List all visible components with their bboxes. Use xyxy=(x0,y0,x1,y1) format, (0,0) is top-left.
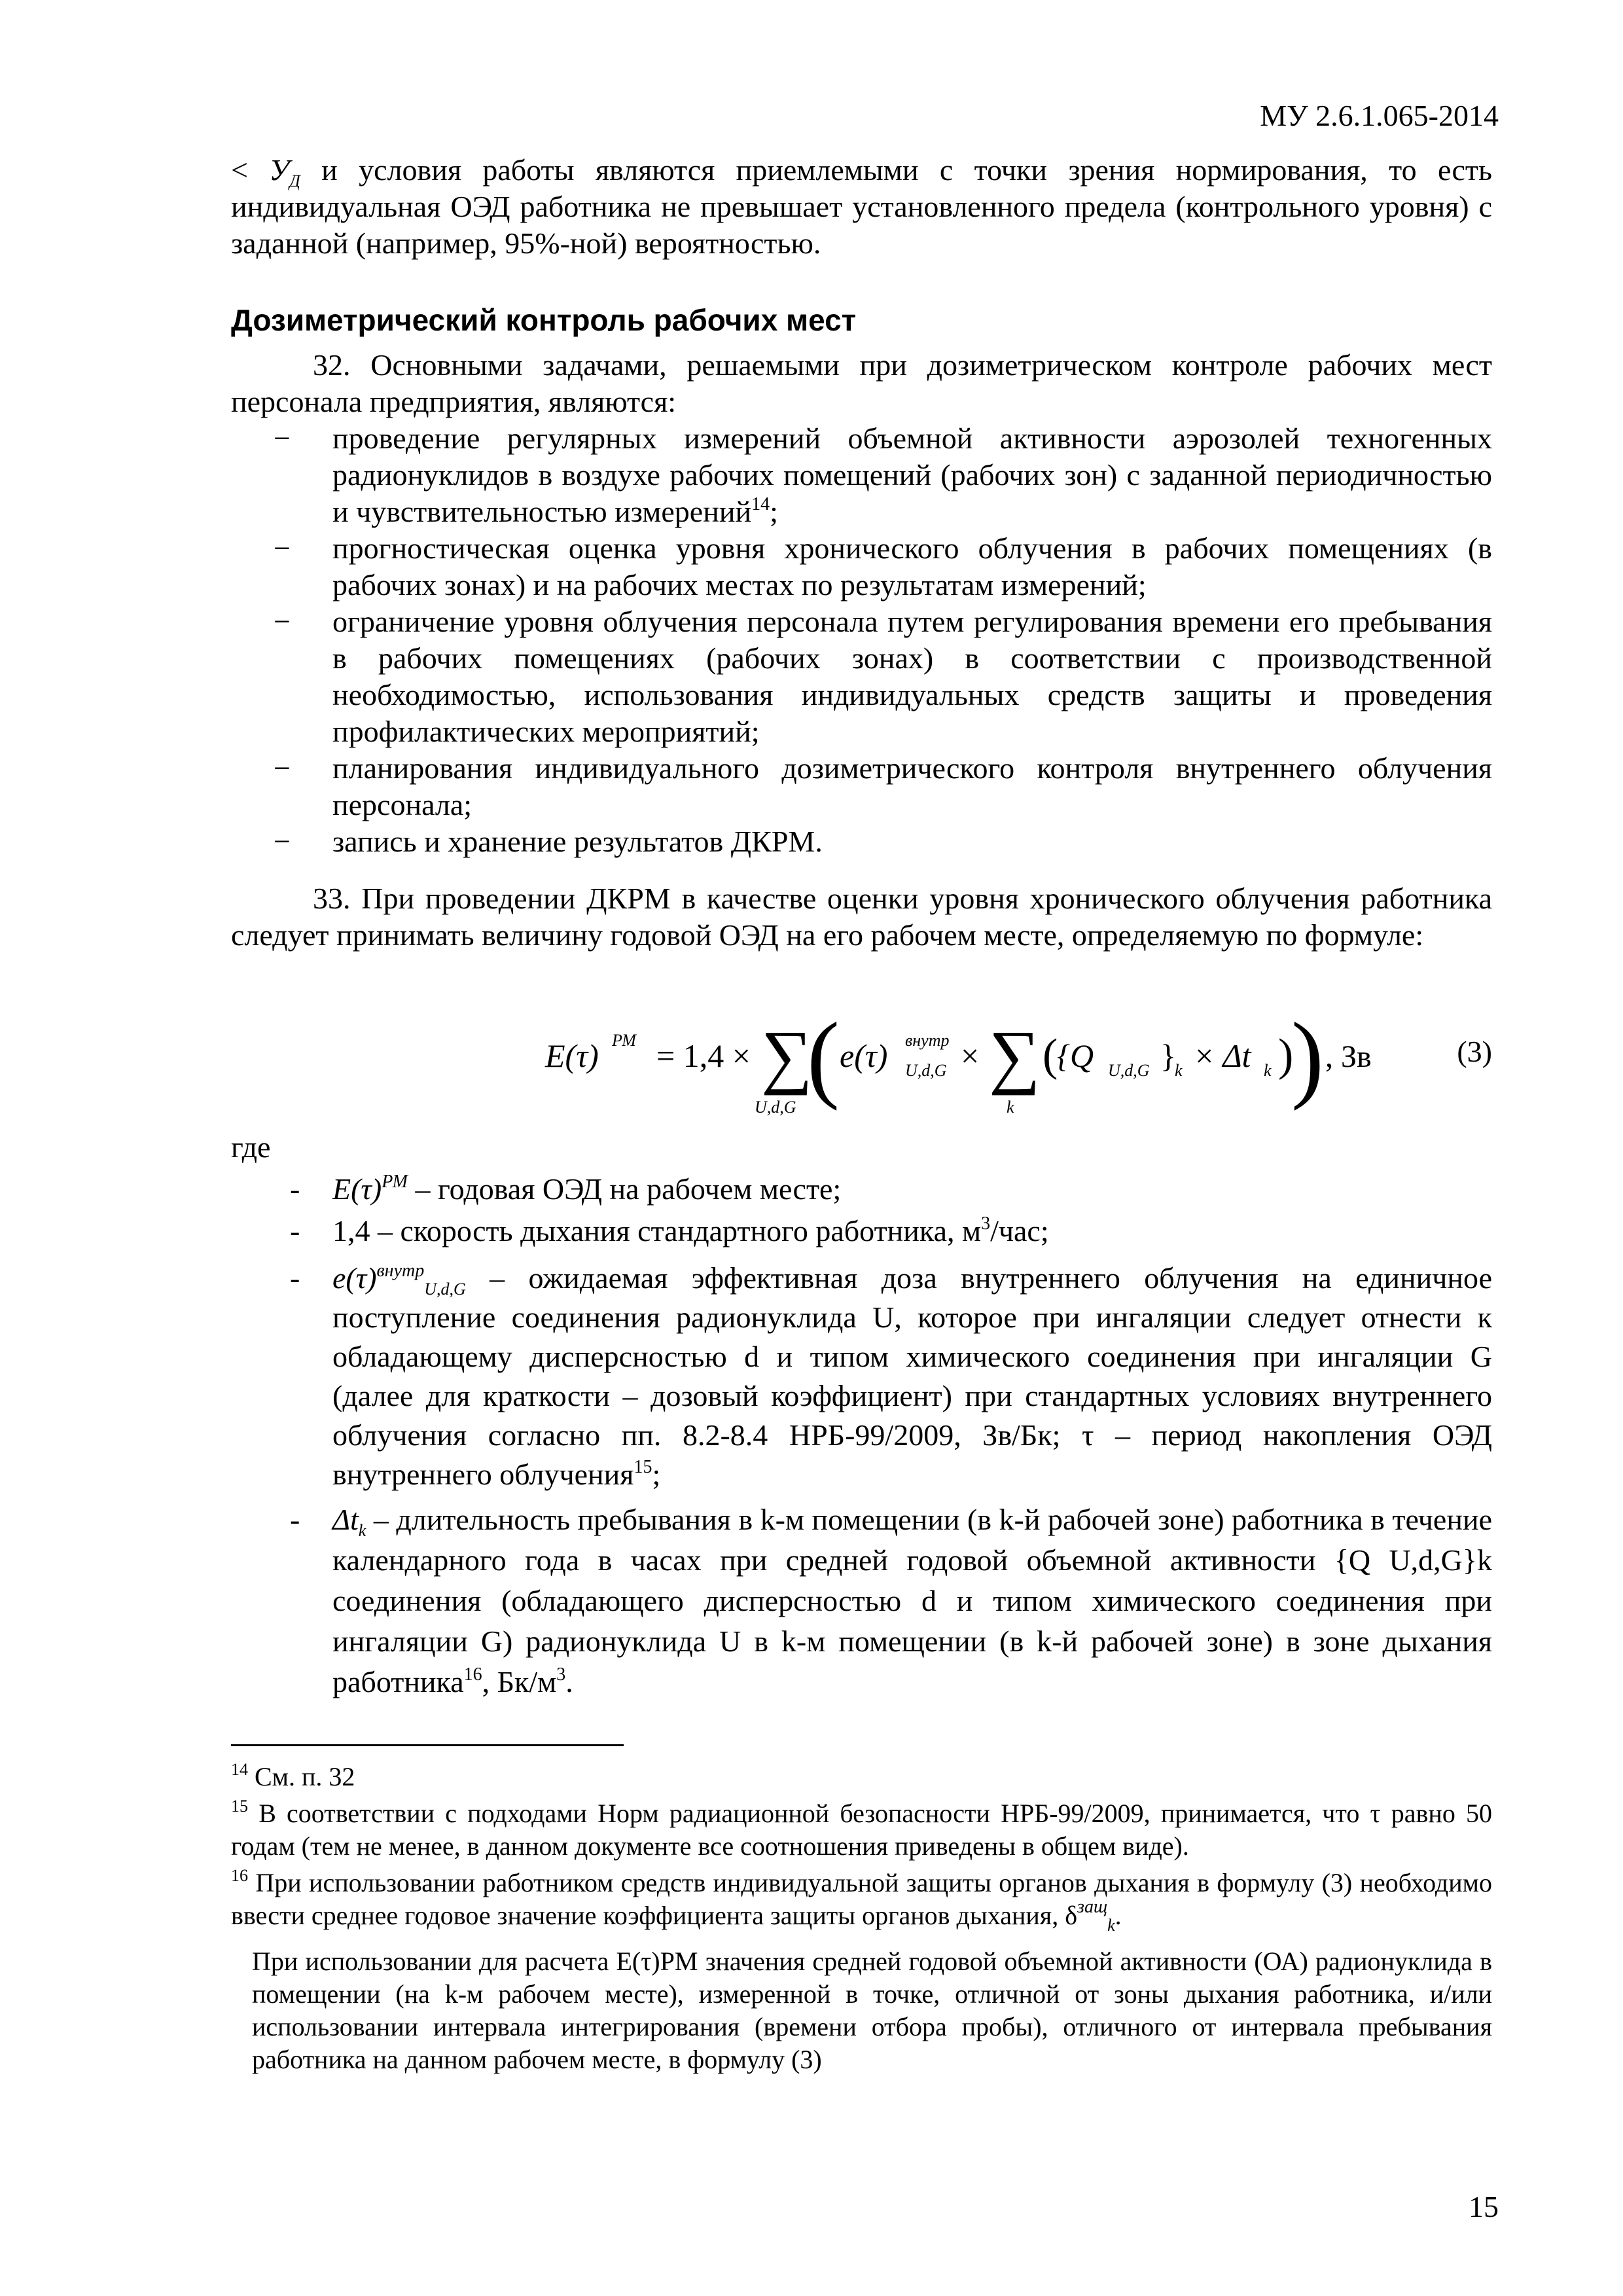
page-number: 15 xyxy=(1469,2190,1499,2223)
sum-sign-2: ∑ xyxy=(989,1016,1041,1096)
symbol-delta-t: Δt xyxy=(332,1503,359,1536)
symbol-e-tau: E(τ) xyxy=(332,1172,382,1206)
less-than-sign: < xyxy=(231,153,248,187)
formula-e-sup: внутр xyxy=(905,1031,950,1050)
p32-item: − планирования индивидуального дозиметрического контроля внутреннего облучения персонала; xyxy=(274,751,1492,821)
footnote-14: $^{14}$ См. п. 32 xyxy=(231,1760,355,1791)
ud-symbol: $У_Д$ xyxy=(269,153,300,190)
paren-close-2: ) xyxy=(1278,1030,1294,1081)
symbol-e-tau-inner: e(τ) xyxy=(332,1261,377,1295)
intro-block xyxy=(231,152,1492,262)
p32-item: − ограничение уровня облучения персонала путем регулирования времени его пребывания в рабочих помещениях (рабочих зонах) в соответствии с производственной необходимостью, использования индивидуальных средств защиты и проведения профилактических мероприятий; xyxy=(274,605,1492,748)
formula-e-sub: U,d,G xyxy=(905,1061,947,1080)
p32-item: − прогностическая оценка уровня хронического облучения в рабочих помещениях (в рабочих зонах) и на рабочих местах по результатам измерений; xyxy=(274,531,1492,601)
paragraph-32 xyxy=(231,347,1492,860)
formula-dt-sub: k xyxy=(1264,1061,1272,1080)
formula-graphic xyxy=(231,995,1492,1126)
p33-text: 33. При проведении ДКРМ в качестве оценки уровня хронического облучения работника следует принимать величину годовой ОЭД на его рабочем месте, определяемую по формуле: xyxy=(231,882,1492,952)
formula-q-close: } xyxy=(1160,1037,1176,1074)
dash-marker: − xyxy=(274,605,291,638)
footnote-16-continuation: При использовании для расчета E(τ)РМ значения средней годовой объемной активности (ОА) радионуклида в помещении (на k-м рабочем месте), измеренной в точке, отличной от зоны дыхания работника, и/или использовании интервала интегрирования (времени отбора пробы), отличного от интервала пребывания работника на данном рабочем месте, в формулу (3) xyxy=(252,1946,1492,2074)
hyphen-marker: - xyxy=(290,1503,300,1536)
hyphen-marker: - xyxy=(290,1214,300,1247)
where-item: - 1,4 – скорость дыхания стандартного работника, $м^3$/час; xyxy=(231,1213,1492,1249)
where-item: - $\Delta t_k$ – длительность пребывания в k-м помещении (в k-й рабочей зоне) работника в течение календарного года в часах при средней годовой объемной активности {Q U,d,G}k соединения (обладающего дисперсностью d и типом химического соединения при ингаляции G) радионуклида U в k-м помещении (в k-й рабочей зоне) в зоне дыхания работника$^{16}$, $Бк/м^3$. xyxy=(231,1499,1492,1702)
paren-close: ) xyxy=(1291,1003,1324,1111)
dash-marker: − xyxy=(274,825,291,858)
formula-lhs-sup: РМ xyxy=(612,1031,636,1050)
formula-lhs: E(τ) xyxy=(545,1037,599,1074)
sum-sign-1: ∑ xyxy=(761,1016,813,1096)
footnote-ref-14: 14 xyxy=(751,494,770,514)
hyphen-marker: - xyxy=(290,1261,300,1295)
p32-item: − проведение регулярных измерений объемной активности аэрозолей техногенных радионуклидов в воздухе рабочих помещений (рабочих зон) с заданной периодичностью и чувствительностью измерений$^{14}$; xyxy=(274,422,1492,528)
formula-q-k: k xyxy=(1175,1061,1183,1080)
hyphen-marker: - xyxy=(290,1172,300,1206)
formula-3 xyxy=(231,995,1492,1126)
paragraph-33 xyxy=(231,880,1492,954)
footnote-ref-15: 15 xyxy=(633,1457,652,1477)
document-code: МУ 2.6.1.065-2014 xyxy=(1260,99,1499,132)
p32-text: 32. Основными задачами, решаемыми при дозиметрическом контроле рабочих мест персонала предприятия, являются: xyxy=(231,348,1492,418)
formula-number: (3) xyxy=(1457,1035,1492,1068)
footnotes xyxy=(231,1761,1492,2076)
where-label: где xyxy=(231,1130,271,1164)
dash-marker: − xyxy=(274,531,291,565)
formula-q-sub: U,d,G xyxy=(1108,1061,1150,1080)
formula-times: × xyxy=(961,1037,980,1074)
paren-open-2: ( xyxy=(1043,1030,1058,1081)
section-title: Дозиметрический контроль рабочих мест xyxy=(231,303,857,337)
footnote-15: $^{15}$ В соответствии с подходами Норм радиационной безопасности НРБ-99/2009, принимается, что τ равно 50 годам (тем не менее, в данном документе все соотношения приведены в общем виде). xyxy=(231,1797,1493,1861)
where-block xyxy=(231,1129,1492,1702)
p32-item: − запись и хранение результатов ДКРМ. xyxy=(231,823,1492,860)
intro-paragraph xyxy=(231,152,1492,262)
intro-text: и условия работы являются приемлемыми с точки зрения нормирования, то есть индивидуальная ОЭД работника не превышает установленного предела (контрольного уровня) с заданной (например, 95%-ной) вероятностью. xyxy=(231,153,1493,260)
paren-open: ( xyxy=(807,1003,840,1111)
sum2-subscript: k xyxy=(1007,1098,1014,1117)
formula-unit: , Зв xyxy=(1325,1039,1372,1074)
footnote-separator xyxy=(231,1744,624,1746)
footnote-ref-16: 16 xyxy=(463,1664,482,1685)
dash-marker: − xyxy=(274,751,291,785)
dash-marker: − xyxy=(274,422,291,455)
formula-e-term: e(τ) xyxy=(840,1037,888,1074)
section-heading-block xyxy=(231,302,1492,338)
footnote-16: $^{16}$ При использовании работником средств индивидуальной защиты органов дыхания в формулу (3) необходимо ввести среднее годовое значение коэффициента защиты органов дыхания, $\delta^{защ}_k$. xyxy=(231,1866,1492,1935)
formula-q-term: {Q xyxy=(1057,1037,1094,1074)
sum1-subscript: U,d,G xyxy=(755,1098,796,1117)
formula-coefficient: = 1,4 × xyxy=(656,1037,751,1074)
where-item: - $e(\tau)^{внутр}_{U,d,G}$ – ожидаемая эффективная доза внутреннего облучения на единичное поступление соединения радионуклида U, которое при ингаляции следует отнести к обладающему дисперсностью d и типом химического соединения при ингаляции G (далее для краткости – дозовый коэффициент) при стандартных условиях внутреннего облучения согласно пп. 8.2-8.4 НРБ-99/2009, Зв/Бк; τ – период накопления ОЭД внутреннего облучения$^{15}$; xyxy=(231,1259,1492,1494)
where-item: - $E(\tau)^{РМ}$ – годовая ОЭД на рабочем месте; xyxy=(231,1171,1492,1208)
formula-dt: × Δt xyxy=(1193,1037,1251,1074)
